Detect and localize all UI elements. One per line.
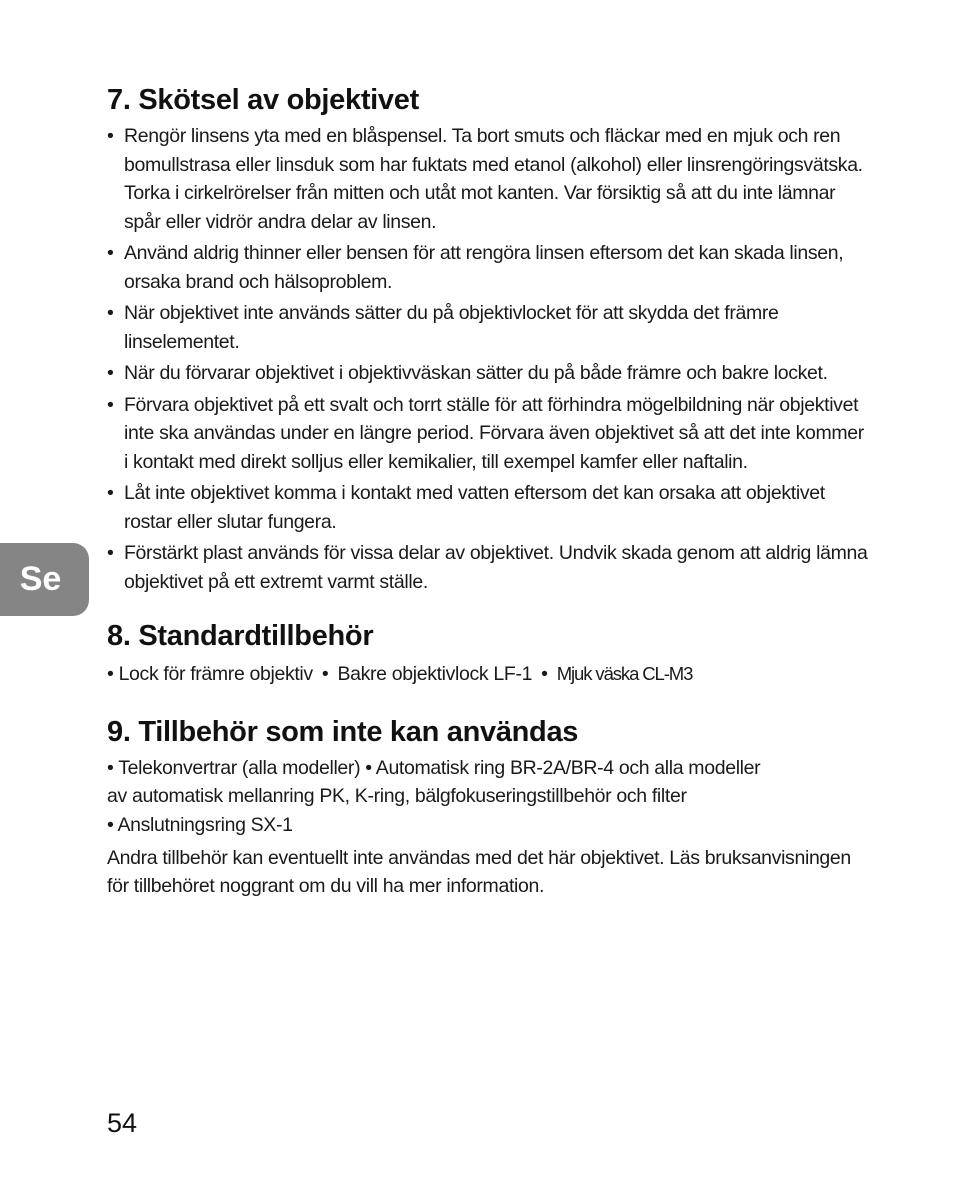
list-item: • Låt inte objektivet komma i kontakt med vatten eftersom det kan orsaka att objektivet rostar eller slutar fungera. — [107, 479, 872, 536]
incompatible-auto-ring: Automatisk ring BR-2A/BR-4 och alla modeller — [375, 756, 761, 779]
list-item: • När du förvarar objektivet i objektivväskan sätter du på både främre och bakre locket. — [107, 359, 872, 388]
accessory-front-cap: Lock för främre objektiv — [118, 663, 313, 686]
list-item: • Förstärkt plast används för vissa delar av objektivet. Undvik skada genom att aldrig lämna objektivet på ett extremt varmt ställe. — [107, 539, 872, 596]
section-7-list — [107, 122, 872, 596]
section-8-heading: 8. Standardtillbehör — [107, 620, 374, 653]
bullet: • — [107, 814, 114, 837]
accessory-soft-case: Mjuk väska CL-M3 — [556, 663, 693, 685]
incompatible-accessories-line-3 — [107, 811, 872, 840]
section-7-heading: 7. Skötsel av objektivet — [107, 84, 419, 116]
bullet: • — [107, 663, 114, 686]
page-content — [107, 82, 872, 901]
bullet: • — [321, 663, 329, 686]
accessory-rear-cap: Bakre objektivlock LF-1 — [337, 663, 533, 686]
list-item: • Rengör linsens yta med en blåspensel. Ta bort smuts och fläckar med en mjuk och ren bomullstrasa eller linsduk som har fuktats med etanol (alkohol) eller linsrengöringsvätska. Torka i cirkelrörelser från mitten och utåt mot kanten. Var försiktig så att du inte lämnar spår eller vidrör andra delar av linsen. — [107, 122, 872, 236]
list-item: • Använd aldrig thinner eller bensen för att rengöra linsen eftersom det kan skada linsen, orsaka brand och hälsoproblem. — [107, 239, 872, 296]
page-number: 54 — [107, 1108, 138, 1138]
bullet: • — [541, 663, 548, 686]
bullet: • — [365, 756, 372, 779]
bullet: • — [107, 756, 114, 779]
language-tab-label: Se — [19, 560, 62, 598]
section-9-heading: 9. Tillbehör som inte kan användas — [107, 715, 579, 748]
incompatible-accessories-line-2: av automatisk mellanring PK, K-ring, bälgfokuseringstillbehör och filter — [107, 785, 687, 808]
incompatible-adapter-ring: Anslutningsring SX-1 — [117, 814, 293, 837]
list-item: • Förvara objektivet på ett svalt och torrt ställe för att förhindra mögelbildning när objektivet inte ska användas under en längre period. Förvara även objektivet så att det inte kommer i kontakt med direkt solljus eller kemikalier, till exempel kamfer eller naftalin. — [107, 391, 872, 477]
incompatible-accessories-line-1 — [107, 754, 872, 783]
standard-accessories-line — [107, 660, 872, 689]
section-9-note: Andra tillbehör kan eventuellt inte användas med det här objektivet. Läs bruksanvisningen för tillbehöret noggrant om du vill ha mer information. — [107, 846, 851, 898]
language-tab — [0, 543, 89, 616]
incompatible-teleconverters: Telekonvertrar (alla modeller) — [118, 756, 361, 779]
list-item: • När objektivet inte används sätter du på objektivlocket för att skydda det främre linselementet. — [107, 299, 872, 356]
